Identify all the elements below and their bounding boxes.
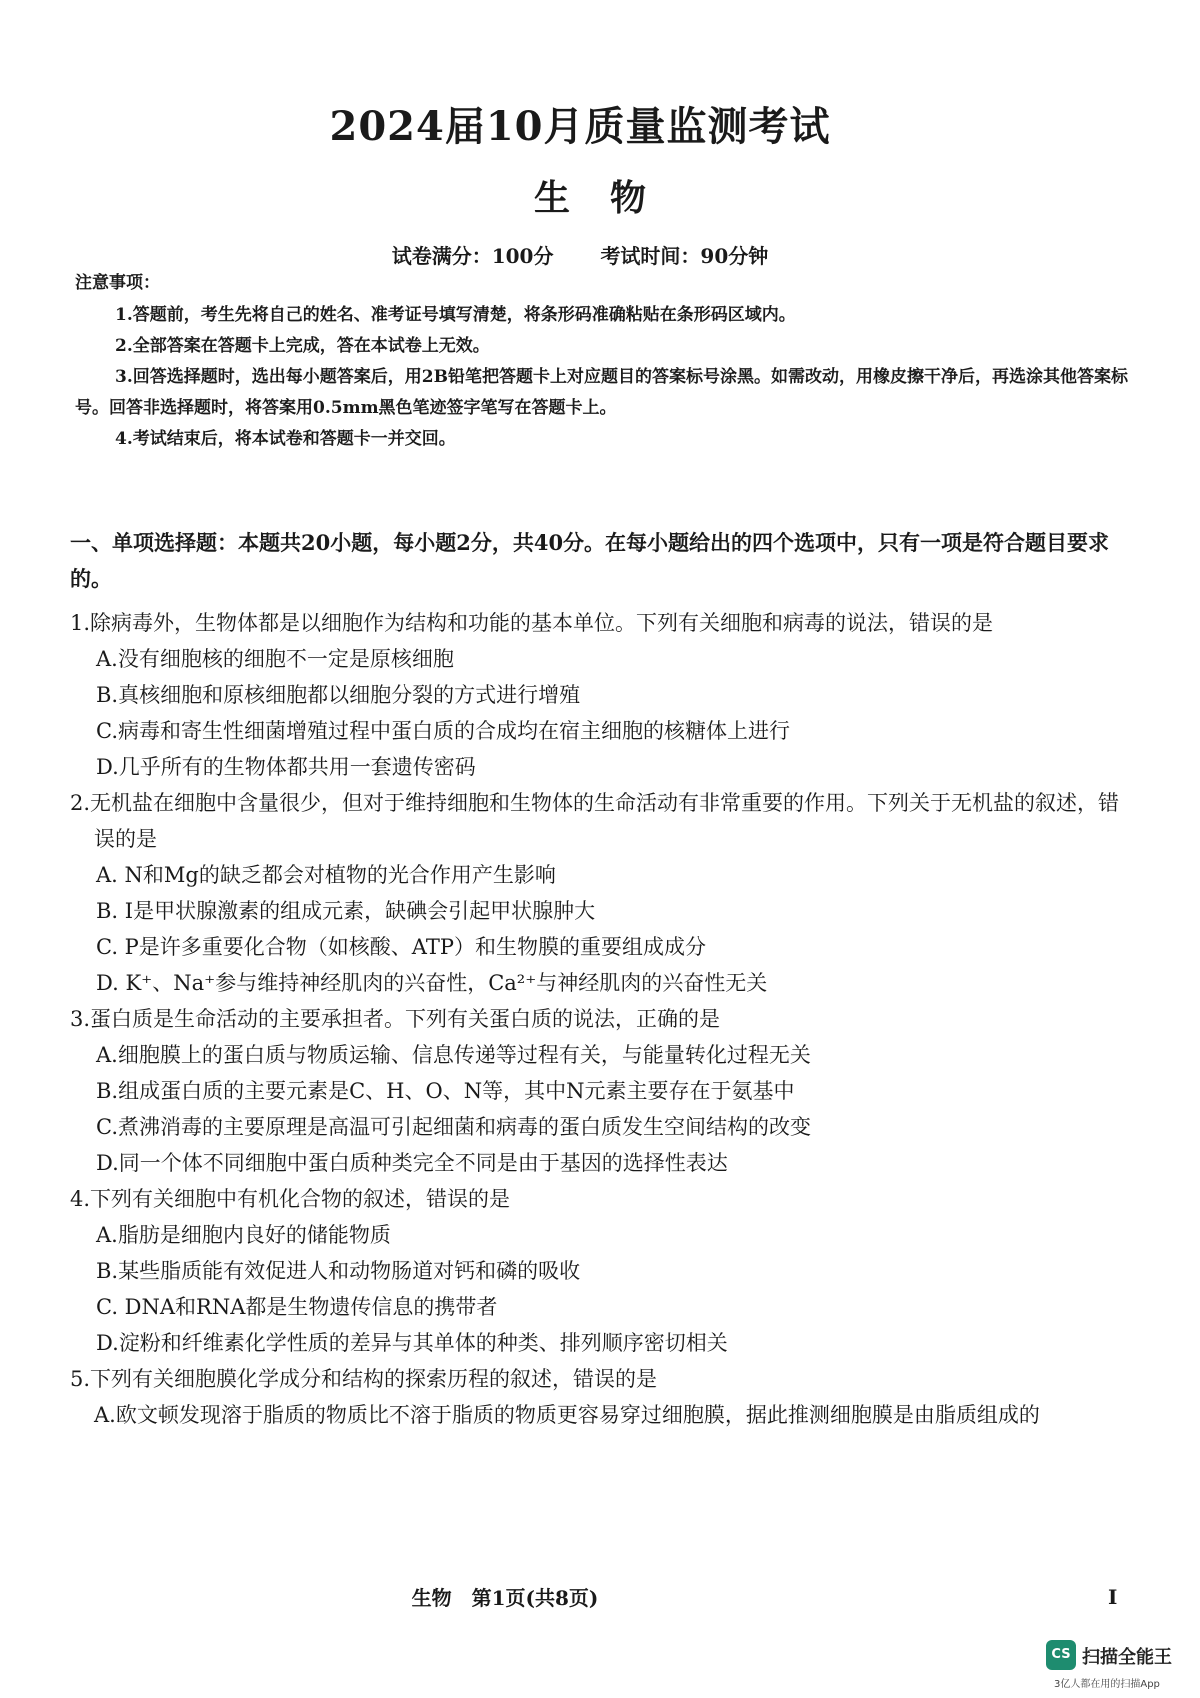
- question-stem: 3.蛋白质是生命活动的主要承担者。下列有关蛋白质的说法，正确的是: [70, 1007, 721, 1031]
- notice-list: [75, 300, 1135, 455]
- scanner-tagline: 3亿人都在用的扫描App: [1054, 1679, 1160, 1690]
- camscanner-logo-icon: CS: [1046, 1640, 1076, 1670]
- section-heading: 一、单项选择题：本题共20小题，每小题2分，共40分。在每小题给出的四个选项中，只有一项是符合题目要求的。: [70, 530, 1110, 591]
- option-a: A.欧文顿发现溶于脂质的物质比不溶于脂质的物质更容易穿过细胞膜，据此推测细胞膜是由脂质组成的: [94, 1403, 1040, 1427]
- option-a: A.细胞膜上的蛋白质与物质运输、信息传递等过程有关，与能量转化过程无关: [96, 1043, 811, 1067]
- option-c: C.煮沸消毒的主要原理是高温可引起细菌和病毒的蛋白质发生空间结构的改变: [96, 1115, 811, 1139]
- question-stem: 1.除病毒外，生物体都是以细胞作为结构和功能的基本单位。下列有关细胞和病毒的说法，错误的是: [70, 611, 994, 635]
- notice-item: 1.答题前，考生先将自己的姓名、准考证号填写清楚，将条形码准确粘贴在条形码区域内。: [115, 305, 796, 325]
- option-d: D.淀粉和纤维素化学性质的差异与其单体的种类、排列顺序密切相关: [96, 1331, 728, 1355]
- option-d: D. K⁺、Na⁺参与维持神经肌肉的兴奋性，Ca²⁺与神经肌肉的兴奋性无关: [96, 971, 768, 995]
- full-score: 试卷满分：100分: [391, 244, 554, 268]
- subject-title: 生物: [533, 177, 686, 219]
- question-2: [70, 785, 1135, 1001]
- option-b: B. I是甲状腺激素的组成元素，缺碘会引起甲状腺肿大: [96, 899, 596, 923]
- option-c: C. P是许多重要化合物（如核酸、ATP）和生物膜的重要组成成分: [96, 935, 706, 959]
- question-4: [70, 1181, 1135, 1361]
- question-list: [70, 605, 1135, 1433]
- option-d: D.同一个体不同细胞中蛋白质种类完全不同是由于基因的选择性表达: [96, 1151, 728, 1175]
- option-b: B.真核细胞和原核细胞都以细胞分裂的方式进行增殖: [96, 683, 581, 707]
- question-stem: 2.无机盐在细胞中含量很少，但对于维持细胞和生物体的生命活动有非常重要的作用。下列关于无机盐的叙述，错误的是: [70, 791, 1120, 851]
- option-a: A.脂肪是细胞内良好的储能物质: [96, 1223, 391, 1247]
- corner-mark: I: [1108, 1585, 1118, 1609]
- exam-time: 考试时间：90分钟: [600, 244, 769, 268]
- notice-item: 2.全部答案在答题卡上完成，答在本试卷上无效。: [115, 336, 490, 356]
- page-footer: 生物 第1页(共8页): [411, 1586, 599, 1610]
- option-a: A.没有细胞核的细胞不一定是原核细胞: [96, 647, 454, 671]
- question-stem: 4.下列有关细胞中有机化合物的叙述，错误的是: [70, 1187, 511, 1211]
- option-c: C.病毒和寄生性细菌增殖过程中蛋白质的合成均在宿主细胞的核糖体上进行: [96, 719, 790, 743]
- question-5: [70, 1361, 1135, 1433]
- option-a: A. N和Mg的缺乏都会对植物的光合作用产生影响: [96, 863, 556, 887]
- scanner-name: 扫描全能王: [1082, 1647, 1172, 1668]
- scanner-watermark: [1046, 1640, 1196, 1696]
- notice-item: 3.回答选择题时，选出每小题答案后，用2B铅笔把答题卡上对应题目的答案标号涂黑。如需改动，用橡皮擦干净后，再选涂其他答案标号。回答非选择题时，将答案用0.5mm黑色笔迹签字笔写在答题卡上。: [75, 367, 1128, 418]
- exam-title: 2024届10月质量监测考试: [329, 103, 831, 150]
- exam-meta: [0, 240, 1160, 269]
- option-b: B.某些脂质能有效促进人和动物肠道对钙和磷的吸收: [96, 1259, 581, 1283]
- option-b: B.组成蛋白质的主要元素是C、H、O、N等，其中N元素主要存在于氨基中: [96, 1079, 795, 1103]
- question-1: [70, 605, 1135, 785]
- option-d: D.几乎所有的生物体都共用一套遗传密码: [96, 755, 476, 779]
- question-3: [70, 1001, 1135, 1181]
- notice-item: 4.考试结束后，将本试卷和答题卡一并交回。: [115, 429, 456, 449]
- notice-heading: 注意事项：: [75, 273, 160, 293]
- question-stem: 5.下列有关细胞膜化学成分和结构的探索历程的叙述，错误的是: [70, 1367, 658, 1391]
- option-c: C. DNA和RNA都是生物遗传信息的携带者: [96, 1295, 498, 1319]
